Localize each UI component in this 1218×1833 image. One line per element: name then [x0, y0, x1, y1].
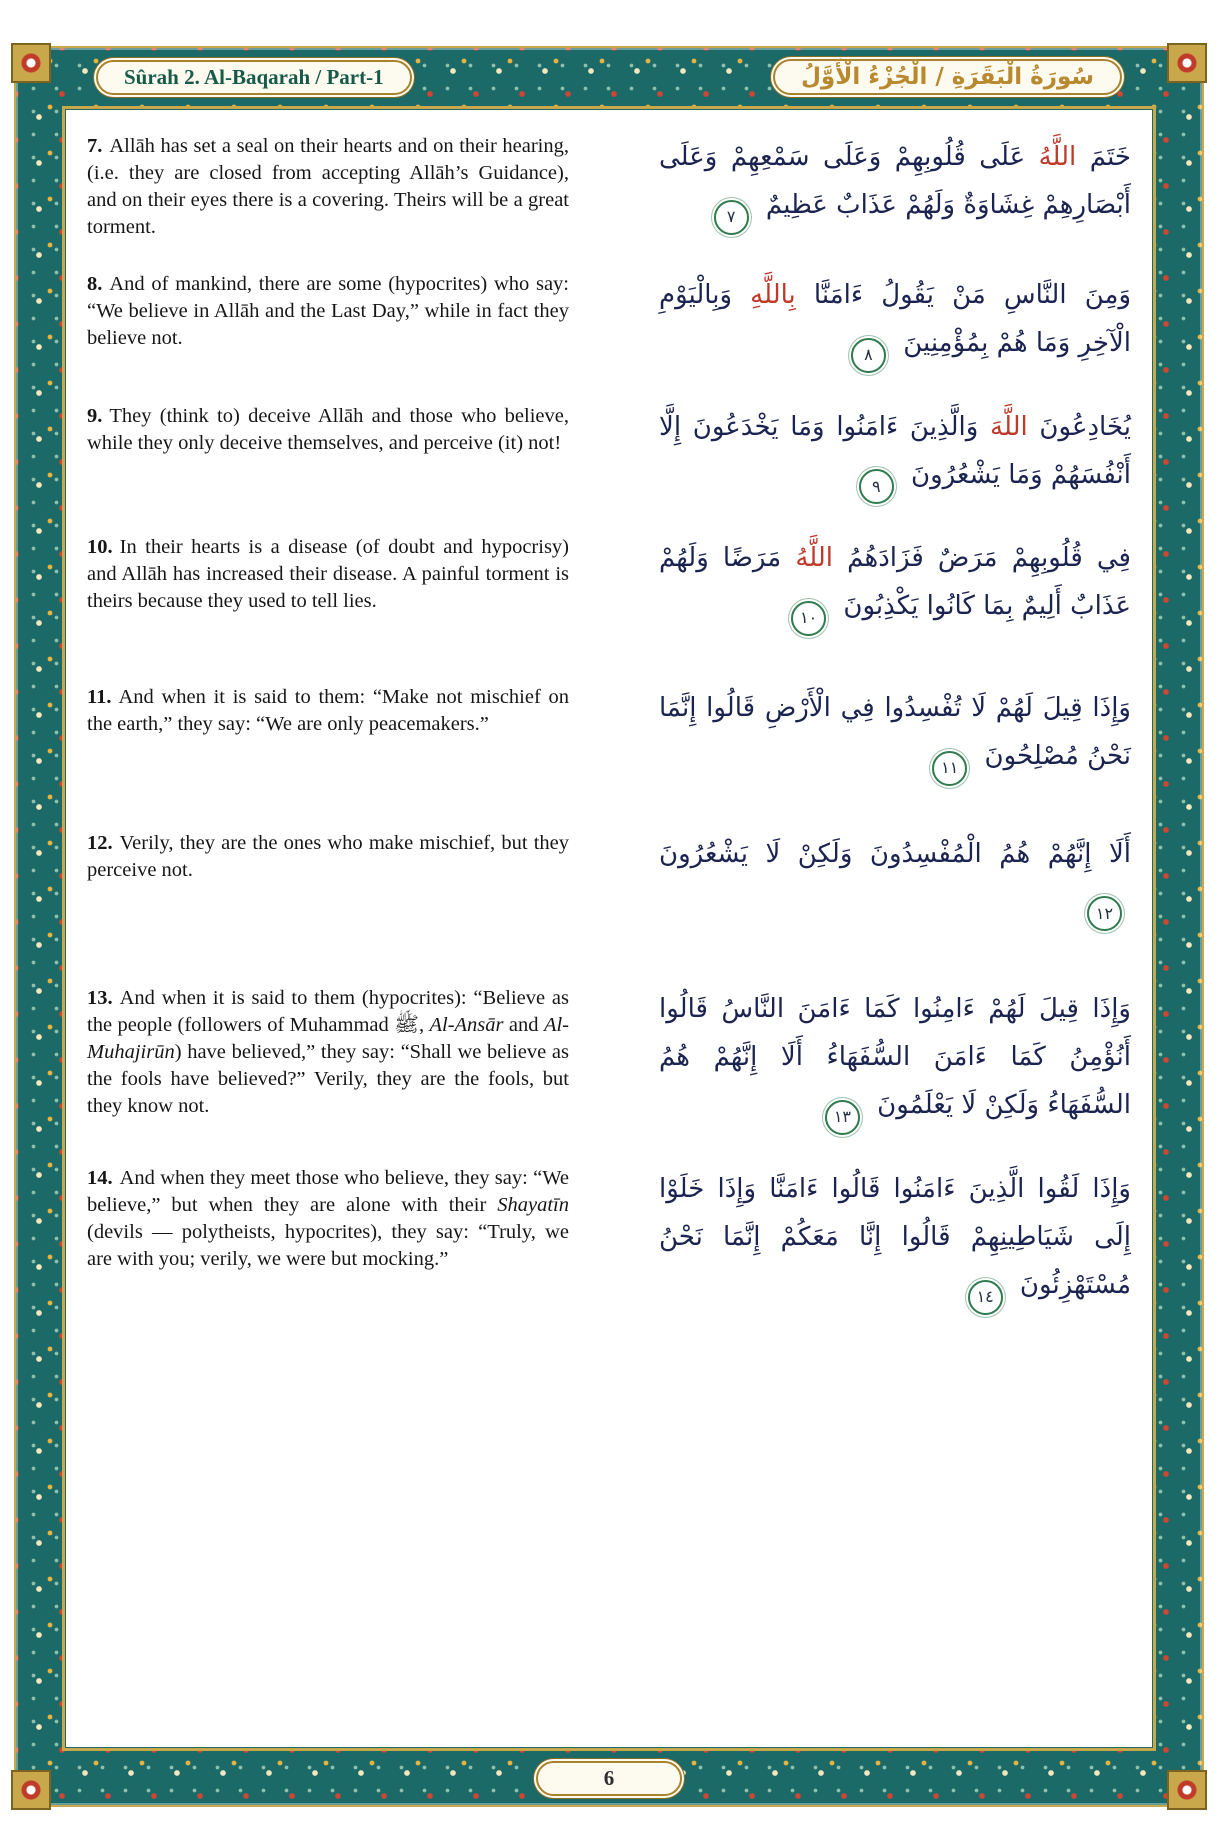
verse-row-10 — [87, 534, 1135, 636]
verse-english-text: And when it is said to them (hypocrites): “Believe as the people (followers of Muhammad ﷺ, Al-Ansār and Al-Muhajirūn) have believed,” they say: “Shall we believe as the fools have believed?” Verily, they are the fools, but they know not. — [87, 987, 569, 1118]
verse-row-7 — [87, 133, 1135, 241]
verse-row-14 — [87, 1165, 1135, 1315]
verse-english-text: They (think to) deceive Allāh and those who believe, while they only deceive themselves, and perceive (it) not! — [87, 404, 569, 454]
verse-8-arabic: وَمِنَ النَّاسِ مَنْ يَقُولُ ءَامَنَّا بِاللَّهِ وَبِالْيَوْمِ الْآخِرِ وَمَا هُمْ بِمُؤْمِنِينَ ٨ — [595, 271, 1135, 373]
footer-band — [62, 1751, 1156, 1805]
verse-number: 9. — [87, 404, 103, 427]
verse-7-arabic: خَتَمَ اللَّهُ عَلَى قُلُوبِهِمْ وَعَلَى سَمْعِهِمْ وَعَلَى أَبْصَارِهِمْ غِشَاوَةٌ وَلَهُمْ عَذَابٌ عَظِيمٌ ٧ — [595, 133, 1135, 241]
page-number: 6 — [536, 1761, 682, 1796]
verse-number: 11. — [87, 685, 112, 708]
verse-9-english — [87, 403, 569, 505]
verse-english-text: Allāh has set a seal on their hearts and on their hearing, (i.e. they are closed from accepting Allāh’s Guidance), and on their eyes there is a covering. Theirs will be a great torment. — [87, 135, 569, 239]
verse-row-12 — [87, 830, 1135, 932]
verse-12-arabic: أَلَا إِنَّهُمْ هُمُ الْمُفْسِدُونَ وَلَكِنْ لَا يَشْعُرُونَ ١٢ — [595, 830, 1135, 932]
verse-12-english — [87, 830, 569, 932]
verse-8-english — [87, 271, 569, 373]
verse-row-11 — [87, 684, 1135, 786]
verse-row-8 — [87, 271, 1135, 373]
verse-number: 8. — [87, 273, 103, 296]
verse-row-9 — [87, 403, 1135, 505]
corner-rosette-icon — [1167, 43, 1207, 83]
ornamental-frame — [14, 46, 1204, 1807]
verse-number: 12. — [87, 831, 113, 854]
verse-11-arabic: وَإِذَا قِيلَ لَهُمْ لَا تُفْسِدُوا فِي الْأَرْضِ قَالُوا إِنَّمَا نَحْنُ مُصْلِحُونَ ١١ — [595, 684, 1135, 786]
header-band — [62, 48, 1156, 106]
corner-rosette-icon — [11, 43, 51, 83]
verse-english-text: And when they meet those who believe, they say: “We believe,” but when they are alone with their Shayatīn (devils — polytheists, hypocrites), they say: “Truly, we are with you; verily, we were but mocking.” — [87, 1166, 569, 1270]
verse-number: 14. — [87, 1166, 113, 1189]
verse-english-text: And when it is said to them: “Make not mischief on the earth,” they say: “We are only peacemakers.” — [87, 685, 569, 736]
corner-rosette-icon — [11, 1770, 51, 1810]
corner-rosette-icon — [1167, 1770, 1207, 1810]
verse-10-english — [87, 534, 569, 636]
verse-english-text: And of mankind, there are some (hypocrites) who say: “We believe in Allāh and the Last Day,” while in fact they believe not. — [87, 273, 569, 350]
verse-10-arabic: فِي قُلُوبِهِمْ مَرَضٌ فَزَادَهُمُ اللَّهُ مَرَضًا وَلَهُمْ عَذَابٌ أَلِيمٌ بِمَا كَانُوا يَكْذِبُونَ ١٠ — [595, 534, 1135, 636]
verse-7-english — [87, 133, 569, 241]
verse-11-english — [87, 684, 569, 786]
verse-number: 7. — [87, 135, 103, 157]
verse-14-arabic: وَإِذَا لَقُوا الَّذِينَ ءَامَنُوا قَالُوا ءَامَنَّا وَإِذَا خَلَوْا إِلَى شَيَاطِينِهِمْ قَالُوا إِنَّا مَعَكُمْ إِنَّمَا نَحْنُ مُسْتَهْزِئُونَ ١٤ — [595, 1165, 1135, 1315]
verse-number: 13. — [87, 987, 113, 1010]
verse-13-arabic: وَإِذَا قِيلَ لَهُمْ ءَامِنُوا كَمَا ءَامَنَ النَّاسُ قَالُوا أَنُؤْمِنُ كَمَا ءَامَنَ السُّفَهَاءُ أَلَا إِنَّهُمْ هُمُ السُّفَهَاءُ وَلَكِنْ لَا يَعْلَمُونَ ١٣ — [595, 985, 1135, 1135]
page-content — [62, 106, 1156, 1751]
verse-9-arabic: يُخَادِعُونَ اللَّهَ وَالَّذِينَ ءَامَنُوا وَمَا يَخْدَعُونَ إِلَّا أَنْفُسَهُمْ وَمَا يَشْعُرُونَ ٩ — [595, 403, 1135, 505]
verse-14-english — [87, 1165, 569, 1315]
surah-title-arabic: سُورَةُ الْبَقَرَةِ / الْجُزْءُ الْأَوَّلُ — [773, 59, 1122, 95]
verse-english-text: Verily, they are the ones who make mischief, but they perceive not. — [87, 831, 569, 881]
verse-13-english — [87, 985, 569, 1135]
verse-number: 10. — [87, 536, 113, 559]
surah-title-english: Sûrah 2. Al-Baqarah / Part-1 — [96, 60, 412, 95]
verse-row-13 — [87, 985, 1135, 1135]
verse-english-text: In their hearts is a disease (of doubt and hypocrisy) and Allāh has increased their disease. A painful torment is theirs because they used to tell lies. — [87, 536, 569, 613]
